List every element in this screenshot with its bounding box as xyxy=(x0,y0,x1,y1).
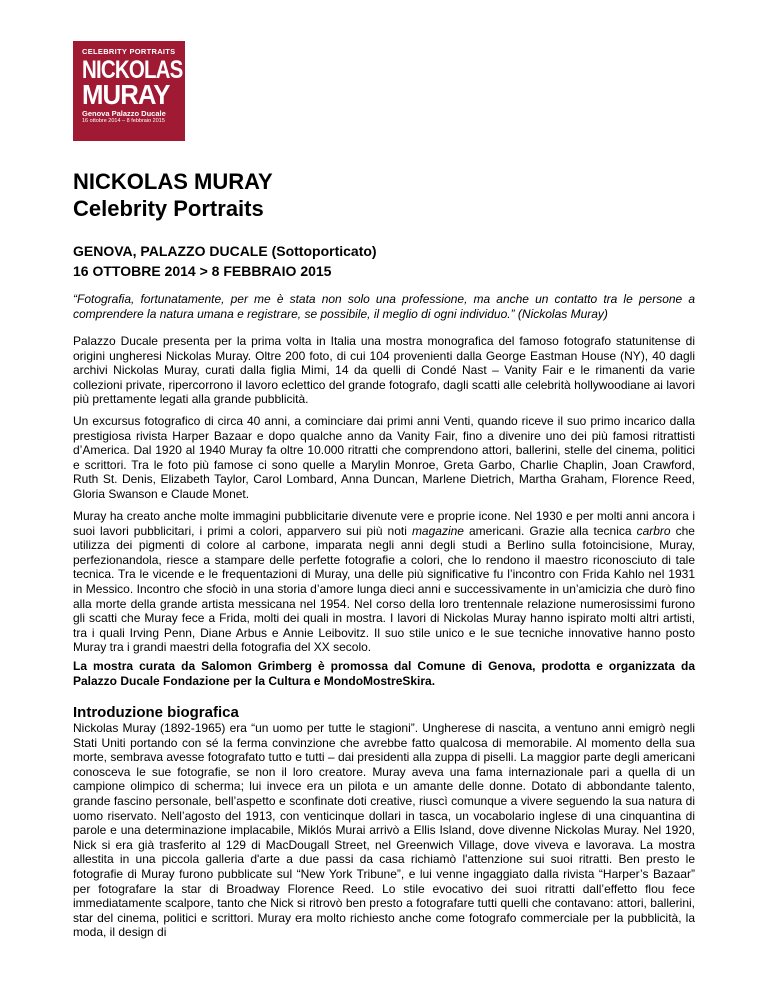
title-line-2: Celebrity Portraits xyxy=(73,196,264,221)
paragraph-intro: Palazzo Ducale presenta per la prima volta in Italia una mostra monografica del famoso fotografo statunitense di origini ungheresi Nickolas Muray. Oltre 200 foto, di cui 104 provenienti dalla George Eastman House (NY), 40 dagli archivi Nickolas Muray, curati dalla figlia Mimi, 14 da quelli di Condé Nast – Vanity Fair e le rimanenti da varie collezioni private, ripercorrono il lavoro eclettico del grande fotografo, dagli scatti alle celebrità hollywoodiane ai lavori più prettamente legati alla grande pubblicità. xyxy=(73,334,695,407)
logo-subtitle: CELEBRITY PORTRAITS xyxy=(82,47,176,56)
magazine-term: magazine xyxy=(411,523,464,538)
document-title xyxy=(73,168,273,222)
paragraph-advertising-part-3: che utilizza dei pigmenti di colore al carbone, imparata negli anni degli studi a Berlino sulla fotoincisione, Muray, perfezionandola, riesce a stampare delle perfette fotografie a colori, che lo rendono il maestro riconosciuto di tale tecnica. Tra le vicende e le frequentazioni di Muray, una delle più significative fu l’incontro con Frida Kahlo nel 1931 in Messico. Incontro che sfociò in una storia d’amore lunga dieci anni e successivamente in un’amicizia che durò fino alla morte della grande artista messicana nel 1954. Nel corso della loro trentennale relazione numerosissimi furono gli scatti che Muray fece a Frida, molti dei quali in mostra. I lavori di Nickolas Muray hanno ispirato molti altri artisti, tra i quali Irving Penn, Diane Arbus e Annie Leibovitz. Il suo stile unico e le sue tecniche innovative hanno posto Muray tra i grandi maestri della fotografia del XX secolo. xyxy=(73,523,695,655)
logo-venue: Genova Palazzo Ducale xyxy=(82,109,166,118)
title-line-1: NICKOLAS MURAY xyxy=(73,169,273,194)
venue-and-dates xyxy=(73,241,377,281)
paragraph-advertising-part-2: americani. Grazie alla tecnica xyxy=(463,523,637,538)
logo-dates: 16 ottobre 2014 – 8 febbraio 2015 xyxy=(82,118,165,124)
dates-line: 16 OTTOBRE 2014 > 8 FEBBRAIO 2015 xyxy=(73,263,332,279)
section-heading-biography: Introduzione biografica xyxy=(73,704,239,721)
paragraph-advertising-part-1: Muray ha creato anche molte immagini pubblicitarie divenute vere e proprie icone. Nel 1930 e per molti anni ancora i suoi lavori pubblicitari, i primi a colori, apparvero sui più noti xyxy=(73,509,695,538)
exhibition-logo xyxy=(73,41,185,141)
paragraph-biography: Nickolas Muray (1892-1965) era “un uomo per tutte le stagioni”. Ungherese di nascita, a ventuno anni emigrò negli Stati Uniti portando con sé la ferma convinzione che avrebbe fatto qualcosa di memorabile. Al momento della sua morte, sembrava avesse fotografato tutto e tutti – dai presidenti alla zuppa di piselli. La maggior parte degli americani conosceva le sue fotografie, se non il loro creatore. Muray aveva una fama internazionale pari a quella di un campione olimpico di scherma; lui invece era un pilota e un amante delle donne. Dotato di abbondante talento, grande fascino personale, bell’aspetto e sconfinate doti creative, riuscì comunque a vivere seguendo la sua natura di uomo riservato. Nell’agosto del 1913, con venticinque dollari in tasca, un vocabolario inglese di una cinquantina di parole e una determinazione implacabile, Miklós Murai arrivò a Ellis Island, dove divenne Nickolas Muray. Nel 1920, Nick si era già trasferito al 129 di MacDougall Street, nel Greenwich Village, dove viveva e lavorava. La mostra allestita in una piccola galleria d'arte a due passi da casa richiamò l'attenzione sui suoi ritratti. Ben presto le fotografie di Muray furono pubblicate sul “New York Tribune”, e lui venne ingaggiato dalla rivista “Harper’s Bazaar” per fotografare la star di Broadway Florence Reed. Lo stile evocativo dei suoi ritratti dall’effetto flou fece immediatamente scalpore, tanto che Nick si ritrovò ben presto a fotografare tutti quelli che contavano: attori, ballerini, star del cinema, politici e scrittori. Muray era molto richiesto anche come fotografo commerciale per la pubblicità, la moda, il design di xyxy=(73,721,695,940)
opening-quote: “Fotografia, fortunatamente, per me è stata non solo una professione, ma anche un contatto tra le persone a comprendere la natura umana e registrare, se possibile, il meglio di ogni individuo.” (Nickolas Muray) xyxy=(73,292,695,321)
carbro-term: carbro xyxy=(636,523,671,538)
venue-line: GENOVA, PALAZZO DUCALE (Sottoporticato) xyxy=(73,243,377,259)
paragraph-career: Un excursus fotografico di circa 40 anni, a cominciare dai primi anni Venti, quando riceve il suo primo incarico dalla prestigiosa rivista Harper Bazaar e dopo qualche anno da Vanity Fair, fino a divenire uno dei più famosi ritrattisti d’America. Dal 1920 al 1940 Muray fa oltre 10.000 ritratti che comprendono attori, ballerini, stelle del cinema, politici e scrittori. Tra le foto più famose ci sono quelle a Marylin Monroe, Greta Garbo, Charlie Chaplin, Joan Crawford, Ruth St. Denis, Elizabeth Taylor, Carol Lombard, Anna Duncan, Marlene Dietrich, Martha Graham, Florence Reed, Gloria Swanson e Claude Monet. xyxy=(73,414,695,501)
paragraph-advertising xyxy=(73,509,695,655)
logo-name-first: NICKOLAS xyxy=(82,56,183,84)
logo-name-last: MURAY xyxy=(82,79,170,110)
paragraph-credits: La mostra curata da Salomon Grimberg è promossa dal Comune di Genova, prodotta e organizzata da Palazzo Ducale Fondazione per la Cultura e MondoMostreSkira. xyxy=(73,659,695,688)
